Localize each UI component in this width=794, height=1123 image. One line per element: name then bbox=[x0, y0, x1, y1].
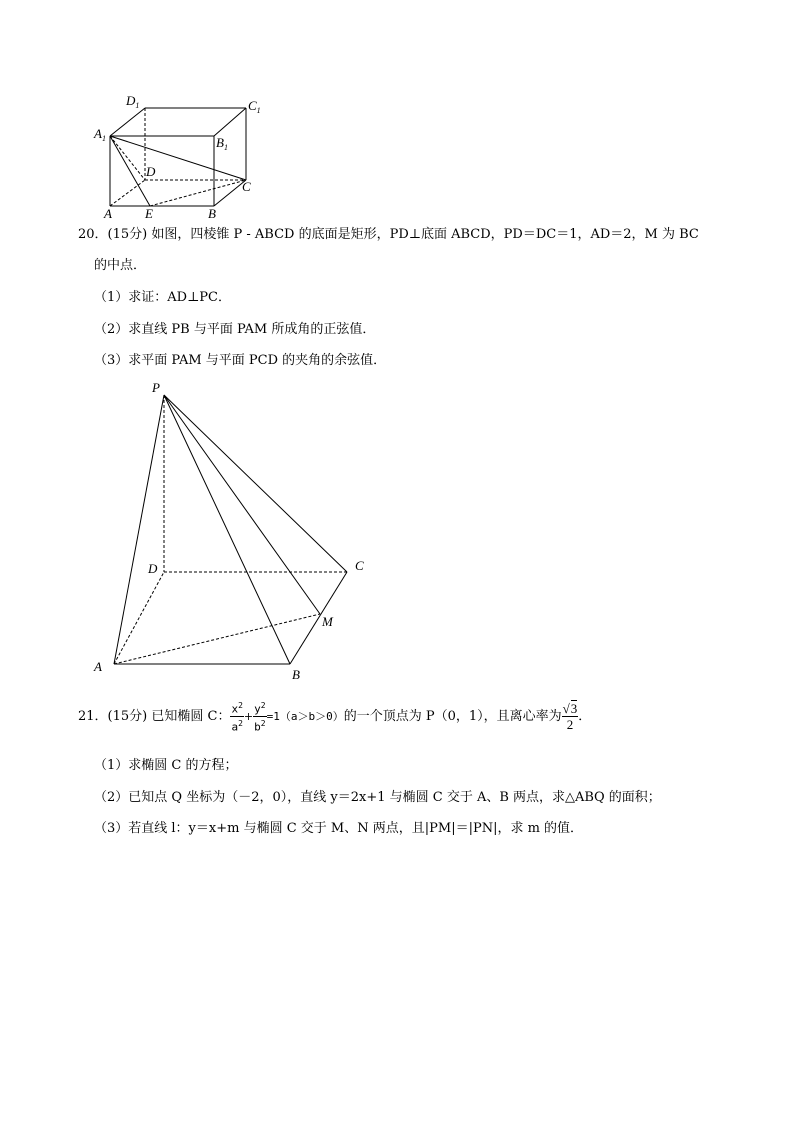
hidden-a-m bbox=[114, 614, 320, 664]
label-c: C bbox=[242, 179, 251, 194]
q20-head-cont: 的中点． bbox=[94, 258, 147, 273]
label-b: B bbox=[292, 667, 300, 682]
label-c: C bbox=[355, 558, 364, 573]
edge-a1-d1 bbox=[110, 108, 145, 136]
hidden-e-c bbox=[150, 180, 246, 206]
edge-p-a bbox=[114, 395, 164, 664]
q20-part-2: （2）求直线 PB 与平面 PAM 所成角的正弦值． bbox=[94, 322, 376, 337]
label-b1: $B_1$ bbox=[216, 135, 228, 152]
hidden-a1-d bbox=[110, 136, 145, 180]
edge-b1-c1 bbox=[214, 108, 246, 136]
hidden-a-d bbox=[114, 572, 164, 664]
edge-p-b bbox=[164, 395, 290, 664]
edge-p-m bbox=[164, 395, 320, 614]
label-e: E bbox=[145, 206, 153, 221]
q21-head: 21．(15分) 已知椭圆 C： $\frac{x^2}{a^2}$ + $\frac{y^2}{b^2}$ =1（a＞b＞0）的一个顶点为 P（0，1），且离心率为 $\frac{√3}{2}$ ． bbox=[78, 701, 592, 734]
prism-figure bbox=[90, 92, 280, 224]
label-a: A bbox=[94, 659, 102, 674]
label-a: A bbox=[104, 206, 112, 221]
label-p: P bbox=[152, 380, 160, 395]
q21-part-3: （3）若直线 l：y＝x+m 与椭圆 C 交于 M、N 两点，且|PM|＝|PN|，求 m 的值． bbox=[94, 821, 584, 836]
fraction-x2-a2: $\frac{x^2}{a^2}$ bbox=[231, 701, 243, 734]
hidden-a-d bbox=[110, 180, 145, 206]
label-a1: $A_1$ bbox=[94, 126, 106, 143]
q20-part-1: （1）求证：AD⊥PC． bbox=[94, 290, 232, 305]
q21-part-2: （2）已知点 Q 坐标为（－2，0），直线 y＝2x+1 与椭圆 C 交于 A、B 两点，求△ABQ 的面积； bbox=[94, 790, 661, 805]
edge-p-c bbox=[164, 395, 347, 572]
fraction-sqrt3-over-2: $\frac{√3}{2}$ bbox=[562, 701, 578, 732]
fraction-y2-b2: $\frac{y^2}{b^2}$ bbox=[254, 701, 266, 734]
q20-head: 20．(15分) 如图，四棱锥 P - ABCD 的底面是矩形，PD⊥底面 ABCD，PD＝DC＝1，AD＝2，M 为 BC bbox=[78, 227, 699, 242]
label-c1: $C_1$ bbox=[248, 98, 261, 115]
pyramid-figure bbox=[90, 375, 380, 685]
edge-b-c bbox=[290, 572, 347, 664]
label-b: B bbox=[208, 206, 216, 221]
q20-part-3: （3）求平面 PAM 与平面 PCD 的夹角的余弦值． bbox=[94, 353, 387, 368]
label-d: D bbox=[148, 561, 158, 576]
label-d: D bbox=[146, 164, 156, 179]
label-m: M bbox=[322, 614, 333, 629]
q21-part-1: （1）求椭圆 C 的方程； bbox=[94, 758, 238, 773]
label-d1: $D_1$ bbox=[126, 93, 140, 110]
